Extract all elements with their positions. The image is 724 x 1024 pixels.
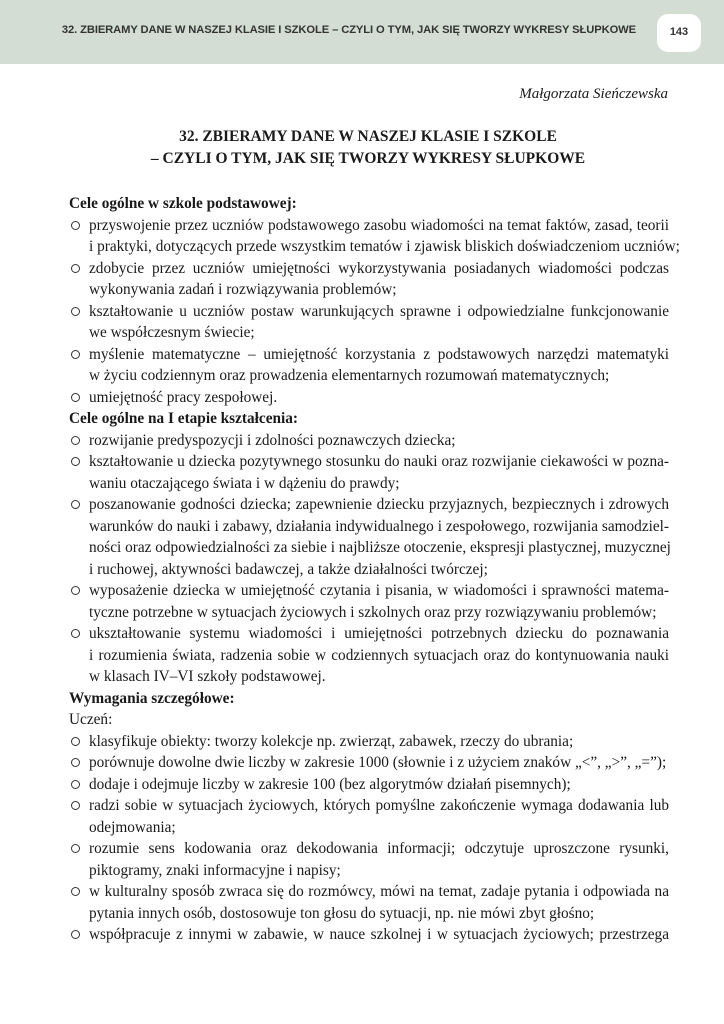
circle-bullet-icon	[71, 758, 80, 767]
list-item-line: pytania innych osób, dostosowuje ton głosu do sytuacji, np. nie mówi zbyt głośno;	[89, 904, 595, 922]
list-item	[69, 623, 669, 688]
author-name: Małgorzata Sieńczewska	[519, 86, 668, 102]
list-item-line: klasyfikuje obiekty: tworzy kolekcje np. zwierząt, zabawek, rzeczy do ubrania;	[89, 732, 574, 750]
list-item	[69, 580, 669, 623]
circle-bullet-icon	[71, 586, 80, 595]
list-item-line: w klasach IV–VI szkoły podstawowej.	[89, 668, 326, 685]
list-item-line: wyposażenie dziecka w umiejętność czytania i pisania, w wiadomości i sprawności matema-	[89, 582, 669, 599]
list-item-line: i ruchowej, aktywności badawczej, a także działalności twórczej;	[89, 560, 488, 578]
list-item	[69, 838, 669, 881]
list-item	[69, 258, 669, 301]
list-item-line: dodaje i odejmuje liczby w zakresie 100 (bez algorytmów działań pisemnych);	[89, 775, 571, 793]
list-item-line: zdobycie przez uczniów umiejętności wykorzystywania posiadanych wiadomości podczas	[89, 259, 669, 277]
list-item-line: poszanowanie godności dziecka; zapewnienie dziecku przyjaznych, bezpiecznych i zdrowych	[89, 496, 669, 513]
section-heading: Cele ogólne w szkole podstawowej:	[69, 195, 297, 212]
list-item-line: kształtowanie u uczniów postaw warunkujących sprawne i odpowiedzialne funkcjonowanie	[89, 302, 669, 320]
document-body	[69, 193, 680, 946]
circle-bullet-icon	[71, 264, 80, 273]
chapter-title	[60, 126, 676, 170]
list-item-line: waniu otaczającego świata i w dążeniu do prawdy;	[89, 474, 400, 492]
circle-bullet-icon	[71, 887, 80, 896]
list-item-line: radzi sobie w sytuacjach życiowych, których pomyślne zakończenie wymaga dodawania lub	[89, 797, 669, 814]
circle-bullet-icon	[71, 500, 80, 509]
circle-bullet-icon	[71, 780, 80, 789]
list-item-line: we współczesnym świecie;	[89, 324, 255, 341]
circle-bullet-icon	[71, 307, 80, 316]
section-heading: Cele ogólne na I etapie kształcenia:	[69, 410, 298, 427]
chapter-title-line: – CZYLI O TYM, JAK SIĘ TWORZY WYKRESY SŁUPKOWE	[150, 150, 586, 167]
list-item-line: warunków do nauki i zabawy, działania indywidualnego i zespołowego, rozwijania samodziel-	[89, 517, 669, 535]
list-item-line: ukształtowanie systemu wiadomości i umiejętności potrzebnych dziecku do poznawania	[89, 625, 669, 642]
list-item-line: przyswojenie przez uczniów podstawowego zasobu wiadomości na temat faktów, zasad, teorii	[89, 216, 669, 234]
list-item	[69, 344, 669, 387]
section-heading: Wymagania szczegółowe:	[69, 689, 235, 707]
list-item	[69, 795, 669, 838]
section-intro: Uczeń:	[69, 711, 113, 728]
running-header	[0, 0, 724, 64]
circle-bullet-icon	[71, 350, 80, 359]
list-item	[69, 752, 669, 774]
list-item-line: i rozumienia świata, radzenia sobie w codziennych sytuacjach oraz do kontynuowania nauki	[89, 646, 669, 664]
circle-bullet-icon	[71, 737, 80, 746]
list-item-line: w kulturalny sposób zwraca się do rozmówcy, mówi na temat, zadaje pytania i odpowiada na	[89, 883, 669, 900]
circle-bullet-icon	[71, 930, 80, 939]
list-item	[69, 731, 669, 753]
circle-bullet-icon	[71, 844, 80, 853]
list-item-line: rozwijanie predyspozycji i zdolności poznawczych dziecka;	[89, 431, 456, 449]
list-item-line: umiejętność pracy zespołowej.	[89, 388, 278, 406]
circle-bullet-icon	[71, 221, 80, 230]
chapter-title-line: 32. ZBIERAMY DANE W NASZEJ KLASIE I SZKOLE	[179, 128, 557, 145]
list-item-line: porównuje dowolne dwie liczby w zakresie 1000 (słownie i z użyciem znaków „<”, „>”, „=”);	[89, 754, 667, 771]
list-item-line: piktogramy, znaki informacyjne i napisy;	[89, 861, 341, 879]
page-number-badge: 143	[657, 14, 701, 52]
list-item	[69, 924, 669, 946]
list-item-line: odejmowania;	[89, 818, 176, 836]
list-item	[69, 301, 669, 344]
circle-bullet-icon	[71, 457, 80, 466]
running-header-title: 32. ZBIERAMY DANE W NASZEJ KLASIE I SZKOLE – CZYLI O TYM, JAK SIĘ TWORZY WYKRESY SŁUPKOWE	[61, 24, 636, 36]
list-item	[69, 774, 669, 796]
list-item-line: myślenie matematyczne – umiejętność korzystania z podstawowych narzędzi matematyki	[89, 345, 669, 363]
list-item-line: kształtowanie u dziecka pozytywnego stosunku do nauki oraz rozwijanie ciekawości w pozna-	[89, 453, 669, 470]
list-item	[69, 430, 669, 452]
circle-bullet-icon	[71, 436, 80, 445]
list-item-line: tyczne potrzebne w sytuacjach życiowych i szkolnych oraz przy rozwiązywaniu problemów;	[89, 603, 657, 621]
circle-bullet-icon	[71, 393, 80, 402]
list-item-line: wykonywania zadań i rozwiązywania problemów;	[89, 281, 397, 298]
list-item-line: w życiu codziennym oraz prowadzenia elementarnych rozumowań matematycznych;	[89, 367, 610, 384]
list-item-line: współpracuje z innymi w zabawie, w nauce szkolnej i w sytuacjach życiowych; przestrzega	[89, 926, 669, 943]
list-item-line: rozumie sens kodowania oraz dekodowania informacji; odczytuje uproszczone rysunki,	[89, 840, 669, 857]
list-item	[69, 215, 680, 258]
list-item	[69, 387, 669, 409]
circle-bullet-icon	[71, 801, 80, 810]
list-item-line: ności oraz odpowiedzialności za siebie i najbliższe otoczenie, ekspresji plastycznej, muzycznej	[89, 539, 671, 556]
list-item	[69, 451, 669, 494]
list-item	[69, 494, 669, 580]
list-item	[69, 881, 669, 924]
list-item-line: i praktyki, dotyczących przede wszystkim tematów i zjawisk bliskich doświadczeniom uczniów;	[89, 238, 680, 255]
circle-bullet-icon	[71, 629, 80, 638]
